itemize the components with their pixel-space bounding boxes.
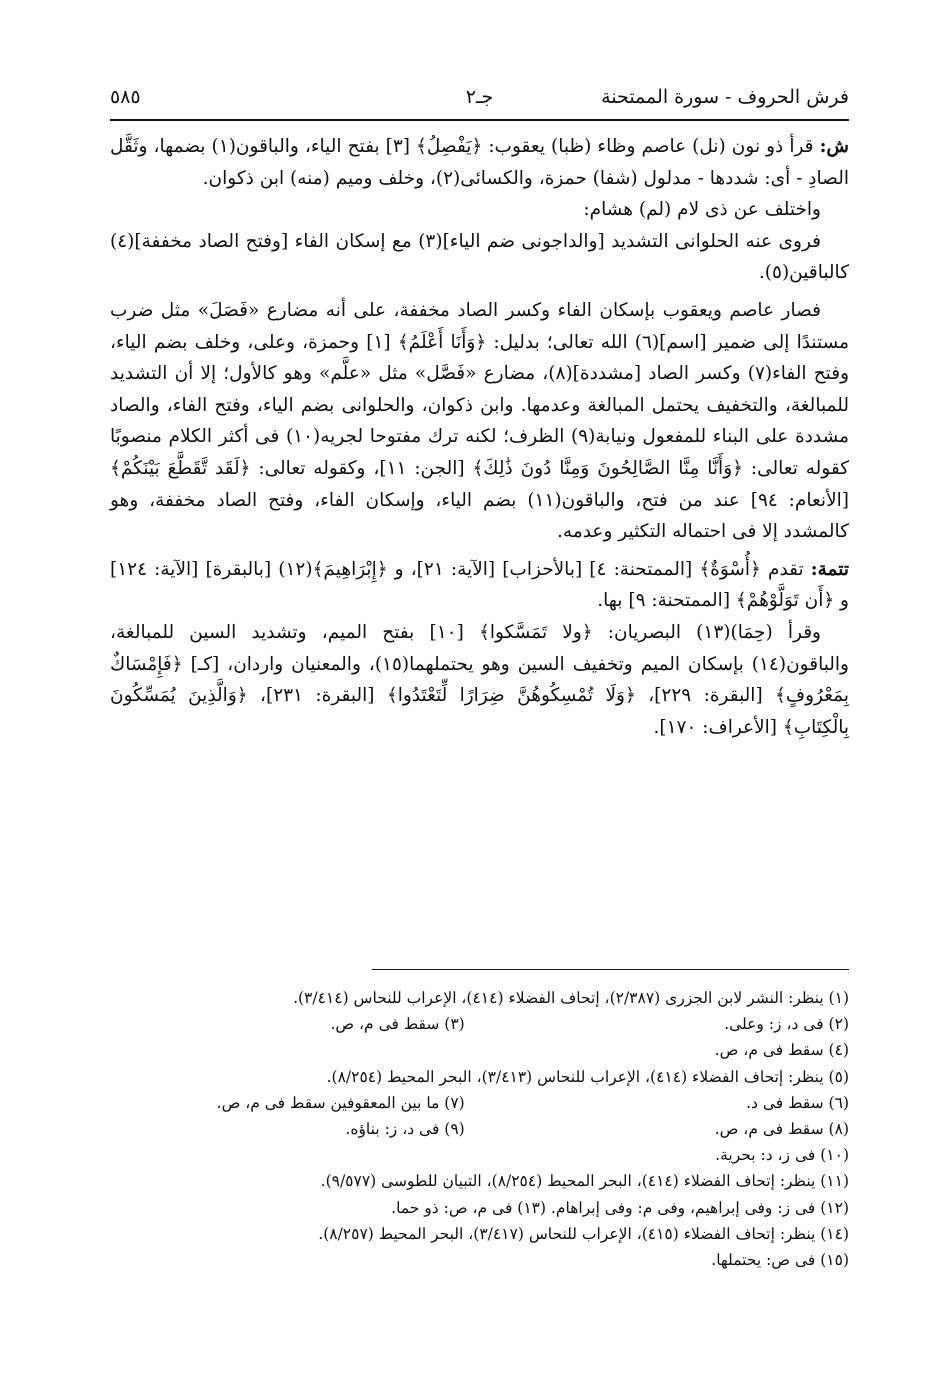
footnote-line (110, 1195, 849, 1221)
paragraph (110, 226, 849, 289)
main-text (110, 131, 849, 743)
header-volume: جـ٢ (465, 86, 494, 108)
paragraph-text: فروى عنه الحلوانى التشديد [والداجونى ضم الياء](٣) مع إسكان الفاء [وفتح الصاد مخففة](٤) كالباقين(٥). (110, 230, 849, 284)
footnote-line (110, 1142, 849, 1168)
footnote: (٣) سقط فى م، ص. (330, 1015, 465, 1034)
footnote: (٦) سقط فى د. (746, 1093, 849, 1112)
footnote-line (110, 1168, 849, 1194)
header-rule (110, 119, 849, 121)
paragraph-text: تقدم ﴿أُسْوَةٌ﴾ [الممتحنة: ٤] [بالأحزاب] [الآية: ٢١]، و ﴿إِبْرَاهِيمَ﴾(١٢) [بالبقرة] [الآية: ١٢٤] و ﴿أَن تَوَلَّوْهُمْ﴾ [الممتحنة: ٩] بها. (110, 558, 849, 612)
paragraph-text: قرأ ذو نون (نل) عاصم وظاء (ظبا) يعقوب: ﴿يَفْصِلُ﴾ [٣] بفتح الياء، والباقون(١) بضمها، وثَقَّل الصادِ - أى: شددها - مدلول (شفا) حمزة، والكسائى(٢)، وخلف وميم (منه) ابن ذكوان. (110, 136, 849, 189)
footnote-line (110, 1116, 849, 1142)
paragraph (110, 617, 849, 743)
footnote: (٢) فى د، ز: وعلى. (724, 1015, 849, 1034)
footnote: (٨) سقط فى م، ص. (714, 1120, 849, 1139)
footnote-line (110, 1247, 849, 1273)
footnote-line (110, 985, 849, 1011)
footnote: (١٤) ينظر: إتحاف الفضلاء (٤١٥)، الإعراب للنحاس (٣/٤١٧)، البحر المحيط (٨/٢٥٧). (318, 1224, 849, 1243)
footnote-line (110, 1037, 849, 1063)
paragraph-text: واختلف عن ذى لام (لم) هشام: (583, 199, 821, 221)
footnote: (١) ينظر: النشر لابن الجزرى (٢/٣٨٧)، إتحاف الفضلاء (٤١٤)، الإعراب للنحاس (٣/٤١٤). (293, 989, 849, 1007)
running-header (110, 82, 849, 112)
footnote-line (110, 1221, 849, 1247)
footnote: (٤) سقط فى م، ص. (714, 1041, 849, 1060)
page-number: ٥٨٥ (110, 86, 141, 108)
paragraph (110, 295, 849, 548)
footnote-line (110, 1090, 849, 1116)
header-title: فرش الحروف - سورة الممتحنة (601, 86, 849, 108)
footnote-separator (372, 969, 849, 970)
paragraph-text: فصار عاصم ويعقوب بإسكان الفاء وكسر الصاد مخففة، على أنه مضارع «فَصَلَ» مثل ضرب مستندًا إلى ضمير [اسم](٦) الله تعالى؛ بدليل: ﴿وَأَنَا أَعْلَمُ﴾ [١] وحمزة، وعلى، وخلف بضم الياء، وفتح الفاء(٧) وكسر الصاد [مشددة](٨)، مضارع «فَصَّل» مثل «علَّم» وهو كالأول؛ إلا أن التشديد للمبالغة، والتخفيف يحتمل المبالغة وعدمها. وابن ذكوان، والحلوانى بضم الياء، وفتح الفاء، والصاد مشددة على البناء للمفعول ونيابة(٩) الظرف؛ لكنه ترك مفتوحا لجريه(١٠) فى أكثر الكلام منصوبًا كقوله تعالى: ﴿وَأَنَّا مِنَّا الصَّالِحُونَ وَمِنَّا دُونَ ذَٰلِكَ﴾ [الجن: ١١]، وكقوله تعالى: ﴿لَقَد تَّقَطَّعَ بَيْنَكُمْ﴾ [الأنعام: ٩٤] عند من فتح، والباقون(١١) بضم الياء، وإسكان الفاء، وفتح الصاد مخففة، وهو كالمشدد إلا فى احتماله التكثير وعدمه. (110, 299, 850, 543)
footnote: (٧) ما بين المعقوفين سقط فى م، ص. (216, 1093, 465, 1112)
paragraph-lead: ش: (819, 136, 849, 157)
footnote: (١٥) فى ص: يحتملها. (711, 1251, 849, 1270)
footnote: (١٠) فى ز، د: بحرية. (715, 1146, 849, 1165)
footnote: (٥) ينظر: إتحاف الفضلاء (٤١٤)، الإعراب للنحاس (٣/٤١٣)، البحر المحيط (٨/٢٥٤). (326, 1067, 849, 1086)
paragraph-text: وقرأ (حِمَا)(١٣) البصريان: ﴿ولا تَمَسَّكوا﴾ [١٠] بفتح الميم، وتشديد السين للمبالغة، والباقون(١٤) بإسكان الميم وتخفيف السين وهو يحتملهما(١٥)، والمعنيان واردان، [كـ] ﴿فَإِمْسَاكٌ بِمَعْرُوفٍ﴾ [البقرة: ٢٢٩]، ﴿وَلَا تُمْسِكُوهُنَّ ضِرَارًا لِّتَعْتَدُوا﴾ [البقرة: ٢٣١]، ﴿وَالَّذِينَ يُمَسِّكُونَ بِالْكِتَابِ﴾ [الأعراف: ١٧٠]. (110, 621, 849, 738)
footnote-line (110, 1064, 849, 1090)
footnote: (١٢) فى ز: وفى إبراهيم، وفى م: وفى إبراهام. (١٣) فى م، ص: ذو حما. (391, 1198, 849, 1217)
footnotes (110, 985, 849, 1273)
footnote-line (110, 1011, 849, 1037)
footnote: (٩) فى د، ز: بناؤه. (345, 1120, 465, 1139)
footnote: (١١) ينظر: إتحاف الفضلاء (٤١٤)، البحر المحيط (٨/٢٥٤)، التبيان للطوسى (٩/٥٧٧). (320, 1172, 849, 1191)
paragraph (110, 131, 849, 194)
paragraph (110, 554, 849, 617)
paragraph (110, 194, 849, 226)
paragraph-lead: تتمة: (810, 558, 849, 580)
